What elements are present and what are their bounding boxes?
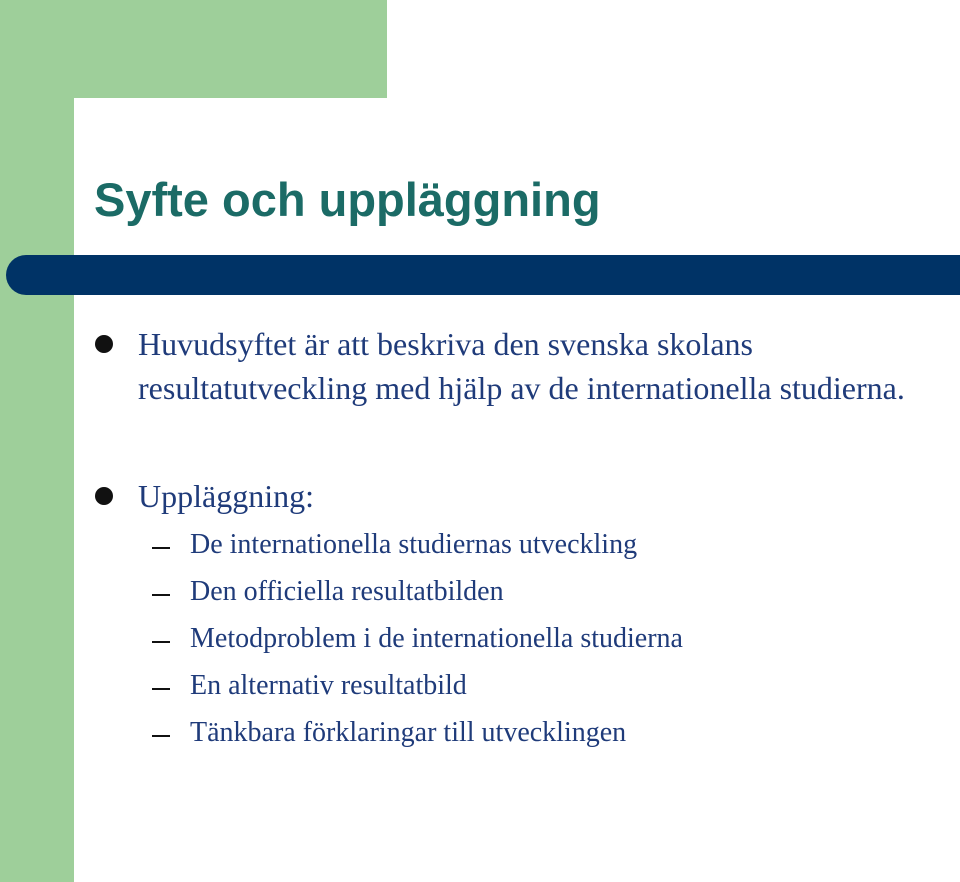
dash-bullet-icon (152, 547, 170, 549)
green-frame-top (0, 0, 387, 98)
sub-bullet-item: Metodproblem i de internationella studierna (190, 623, 683, 654)
sub-bullet-item: De internationella studiernas utveckling (190, 529, 638, 560)
sub-bullet-item: En alternativ resultatbild (190, 670, 467, 701)
bullet-text-purpose: Huvudsyftet är att beskriva den svenska skolans resultatutveckling med hjälp av de internationella studierna. (138, 326, 905, 406)
dash-bullet-icon (152, 735, 170, 737)
dash-bullet-icon (152, 641, 170, 643)
dash-bullet-icon (152, 594, 170, 596)
bullet-dot-icon (95, 335, 113, 353)
dash-bullet-icon (152, 688, 170, 690)
slide-title: Syfte och uppläggning (94, 173, 601, 226)
bullet-dot-icon (95, 487, 113, 505)
green-frame-left (0, 0, 74, 882)
sub-bullet-item: Den officiella resultatbilden (190, 576, 504, 607)
title-underline-bar (6, 255, 960, 295)
sub-bullet-item: Tänkbara förklaringar till utvecklingen (190, 717, 627, 748)
bullet-text-structure: Uppläggning: (138, 478, 314, 514)
